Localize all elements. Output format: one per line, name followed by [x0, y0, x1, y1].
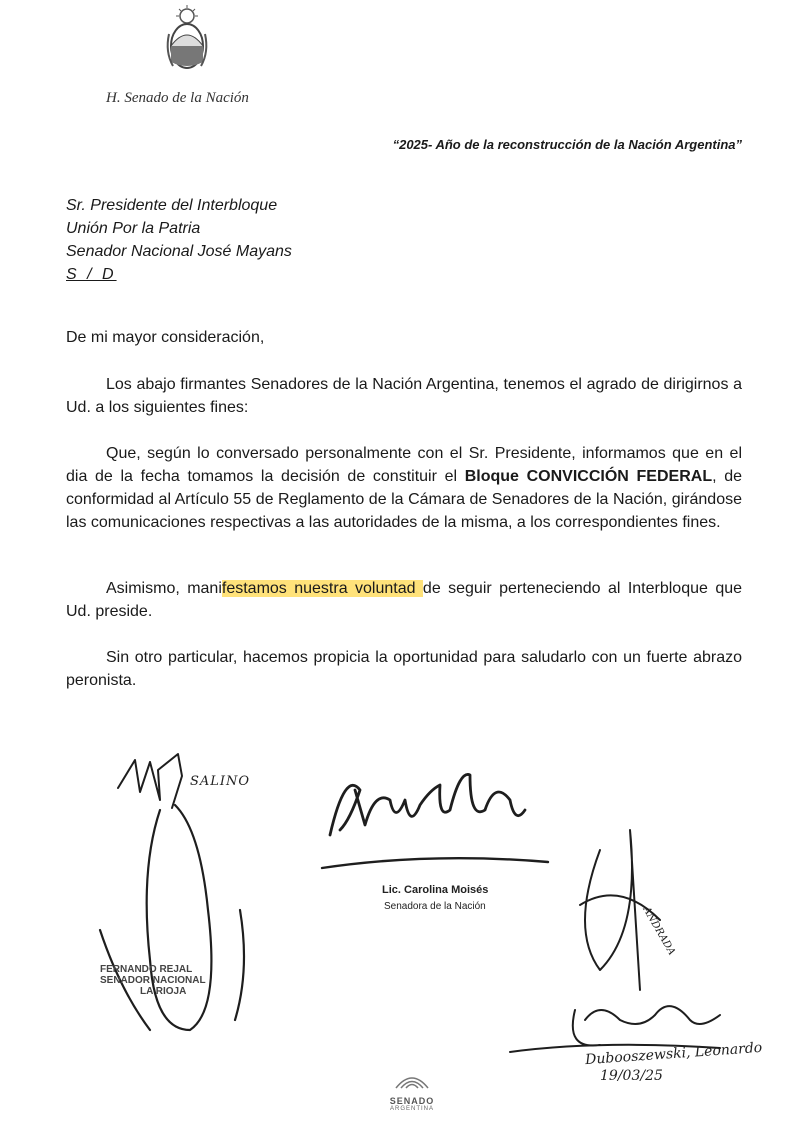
addressee-line: Senador Nacional José Mayans [66, 243, 292, 260]
paragraph-bloc-formation [66, 442, 742, 534]
paragraph-will [66, 577, 742, 623]
signatory-name: Lic. Carolina Moisés [382, 884, 489, 896]
signatory-title: Senadora de la Nación [384, 901, 486, 912]
highlighted-text: festamos nuestra voluntad [221, 580, 423, 597]
logo-subtext: ARGENTINA [389, 1106, 434, 1112]
official-motto: “2025- Año de la reconstrucción de la Nación Argentina” [392, 137, 742, 152]
stamp-line: LA RIOJA [140, 986, 187, 997]
signature-label-andrada: ANDRADA [640, 905, 677, 958]
signature-date: 19/03/25 [600, 1068, 663, 1084]
chamber-name: H. Senado de la Nación [106, 90, 249, 106]
stamp-line: FERNANDO REJAL [100, 964, 193, 975]
paragraph-purpose [66, 373, 742, 419]
signature-label-dubooszewski: Dubooszewski, Leonardo [584, 1039, 763, 1069]
national-coat-of-arms-icon [163, 4, 211, 76]
bloc-name: Bloque CONVICCIÓN FEDERAL [464, 468, 713, 485]
addressee-block [66, 194, 292, 286]
greeting: De mi mayor consideración, [66, 329, 265, 346]
addressee-sd: S / D [66, 266, 117, 283]
signature-salino [118, 754, 182, 808]
senado-logo [382, 1068, 442, 1128]
stamp-line: SENADOR NACIONAL [100, 975, 206, 986]
signature-stamp-rejal [100, 964, 206, 997]
paragraph-text: , de conformidad al Artículo 55 de Reglamento de la Cámara de Senadores de la Nación, girándose las comunicaciones respectivas a las autoridades de la misma, a los correspondientes fines. [66, 468, 743, 531]
paragraph-text: Que, según lo conversado personalmente con el Sr. Presidente, informamos que en el dia de la fecha tomamos la decisión de constituir el [66, 445, 742, 485]
addressee-line: Sr. Presidente del Interbloque [66, 197, 278, 214]
paragraph-text: de seguir perteneciendo al Interbloque que Ud. preside. [66, 580, 743, 620]
addressee-line: Unión Por la Patria [66, 220, 201, 237]
signature-moises [330, 774, 525, 835]
senate-dome-icon [392, 1072, 432, 1090]
signature-label-salino: SALINO [190, 774, 251, 789]
paragraph-text: Sin otro particular, hacemos propicia la oportunidad para saludarlo con un fuerte abrazo peronista. [66, 649, 742, 689]
paragraph-closing [66, 646, 742, 692]
logo-text: SENADO [389, 1096, 435, 1106]
paragraph-text: Los abajo firmantes Senadores de la Nación Argentina, tenemos el agrado de dirigirnos a Ud. a los siguientes fines: [66, 376, 742, 416]
paragraph-text: Asimismo, mani [106, 580, 222, 597]
